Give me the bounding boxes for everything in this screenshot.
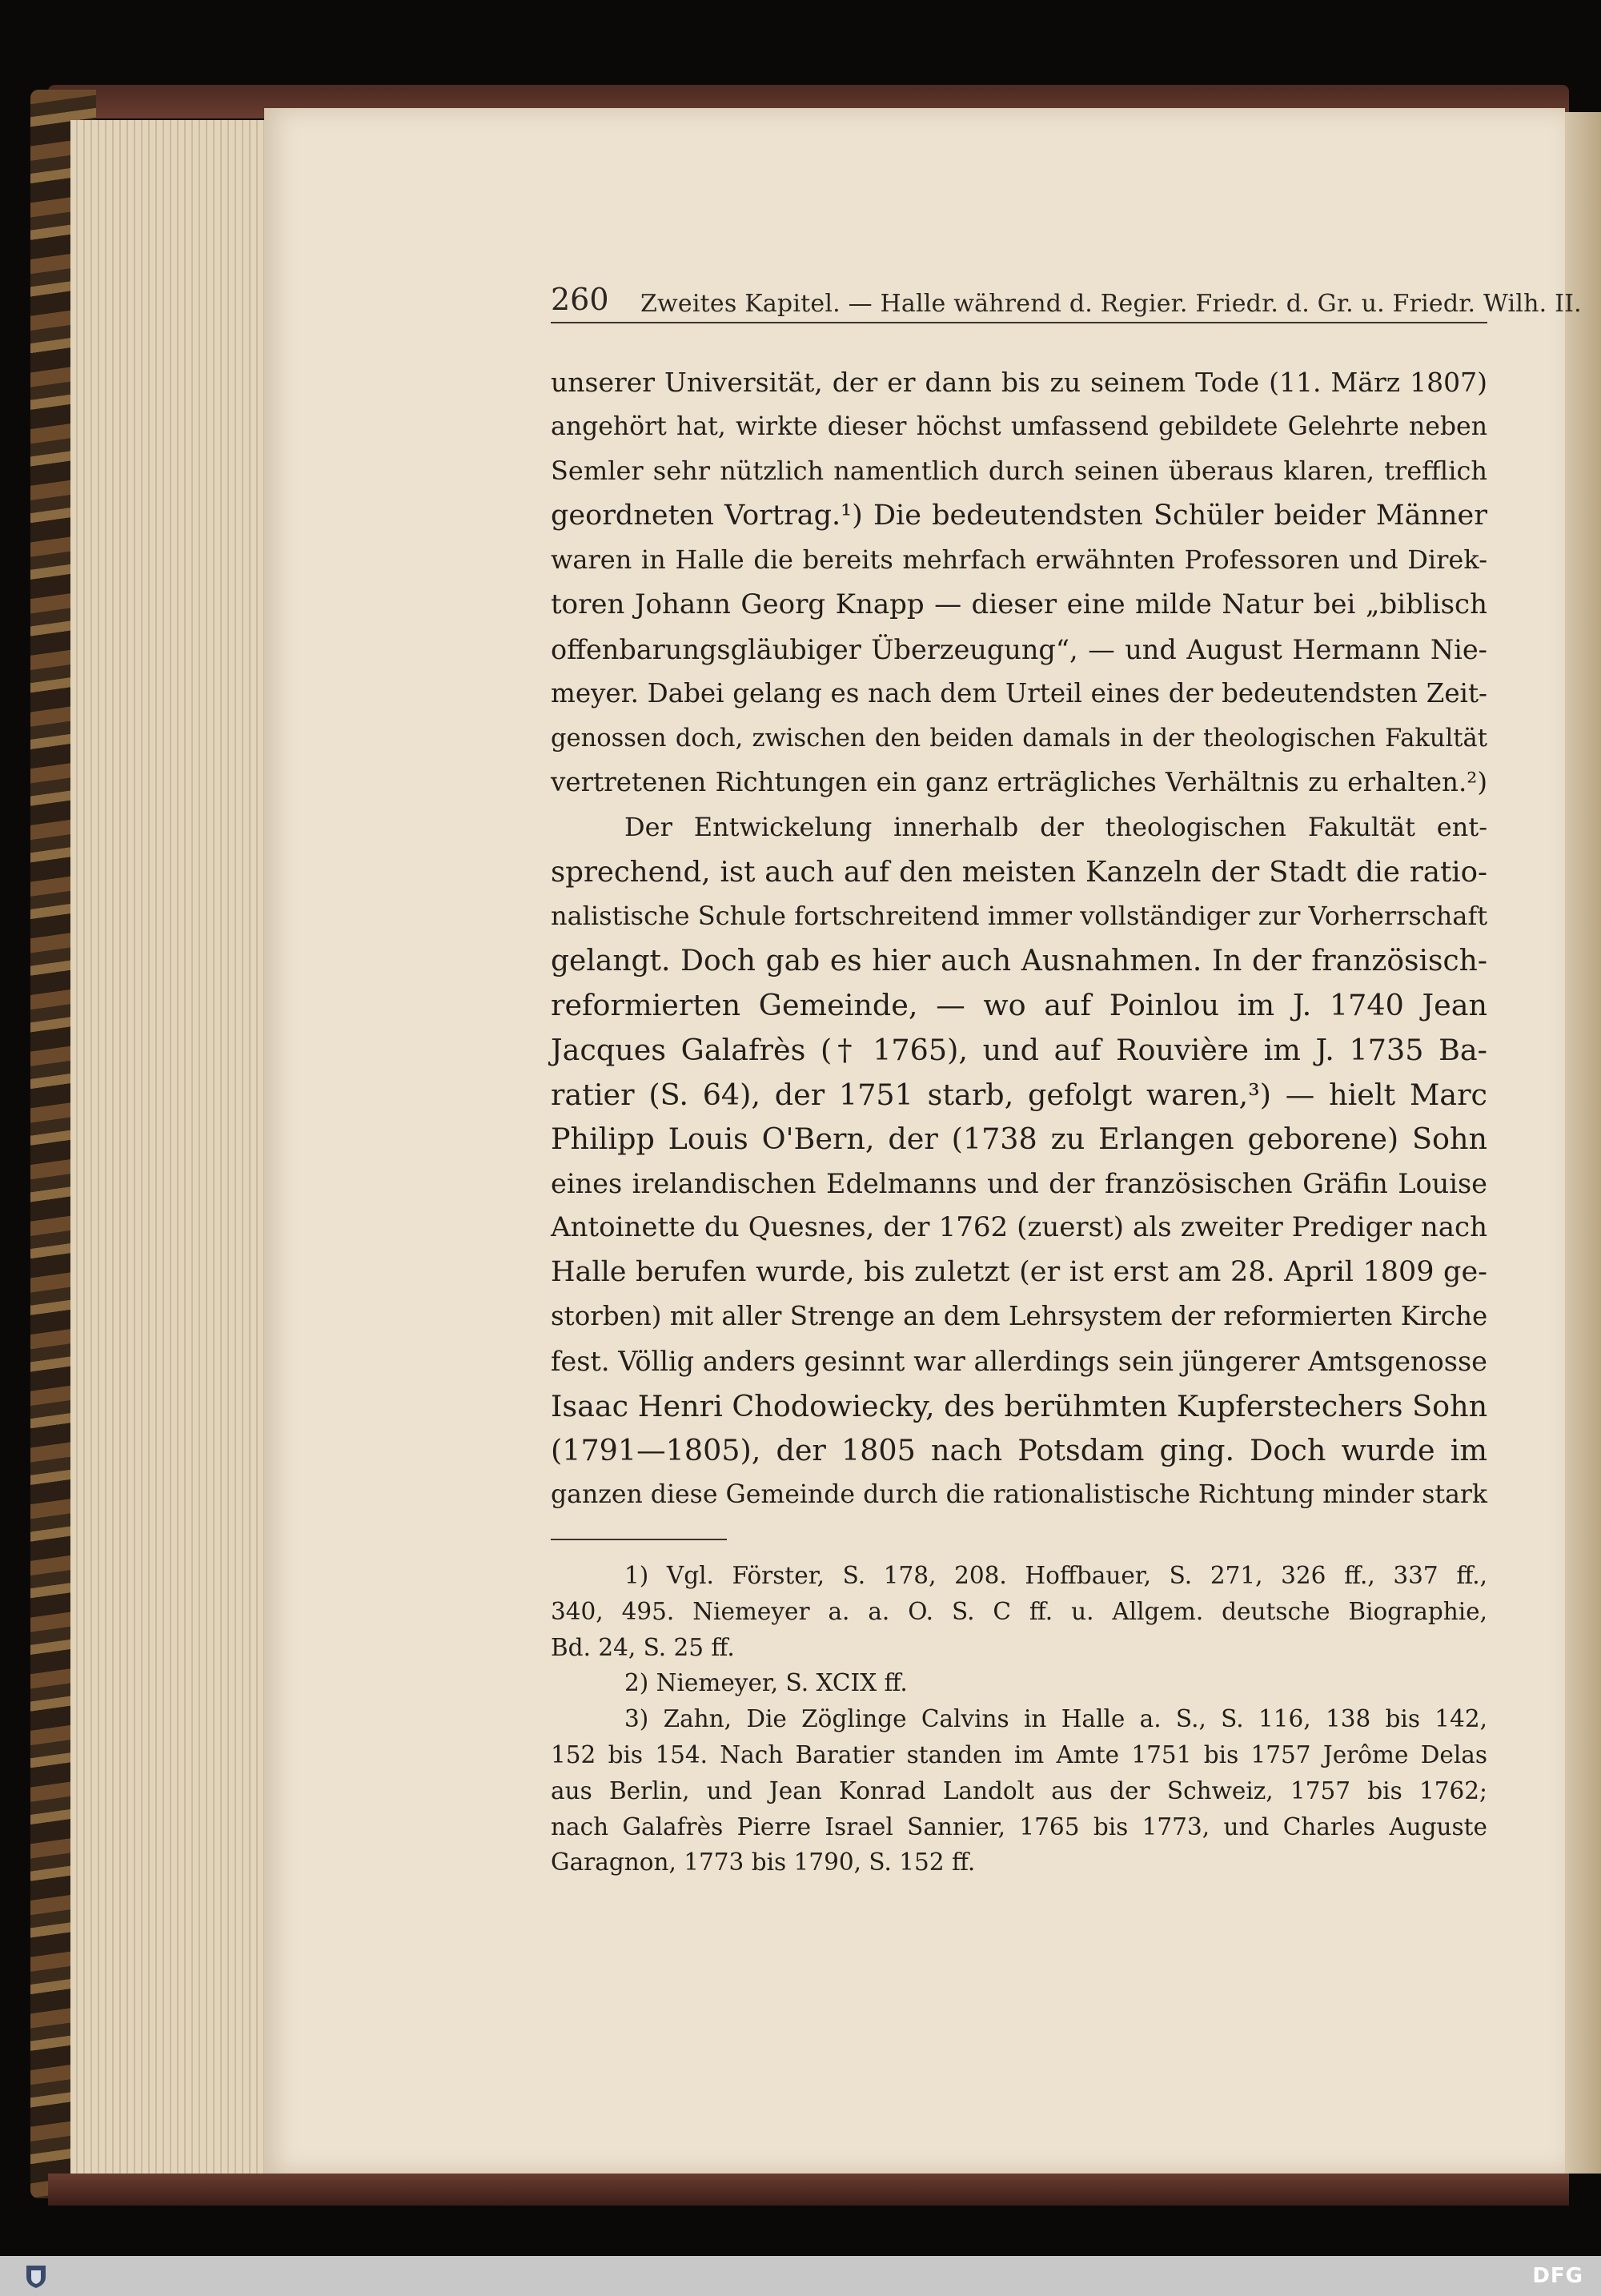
body-line: toren Johann Georg Knapp — dieser eine milde Natur bei „biblisch (551, 588, 1487, 620)
opposite-page-edge (1561, 112, 1601, 2174)
body-line: offenbarungsgläubiger Überzeugung“, — und August Hermann Nie- (551, 633, 1487, 665)
footnote-line: aus Berlin, und Jean Konrad Landolt aus der Schweiz, 1757 bis 1762; (551, 1776, 1487, 1804)
page-number: 260 (551, 282, 609, 317)
running-title: Zweites Kapitel. — Halle während d. Regier. Friedr. d. Gr. u. Friedr. Wilh. II. (640, 290, 1582, 318)
body-line: (1791—1805), der 1805 nach Potsdam ging. Doch wurde im (551, 1433, 1487, 1468)
body-line: eines irelandischen Edelmanns und der französischen Gräfin Louise (551, 1167, 1487, 1199)
body-line: unserer Universität, der er dann bis zu seinem Tode (11. März 1807) (551, 367, 1487, 398)
book-cover-bottom (48, 2174, 1569, 2206)
footnote-line: Garagnon, 1773 bis 1790, S. 152 ff. (551, 1848, 976, 1877)
body-line: angehört hat, wirkte dieser höchst umfassend gebildete Gelehrte neben (551, 411, 1487, 441)
body-line: Isaac Henri Chodowiecky, des berühmten Kupferstechers Sohn (551, 1388, 1488, 1423)
body-text (551, 360, 1487, 1517)
viewer-footer-bar (0, 2256, 1601, 2296)
body-line: Antoinette du Quesnes, der 1762 (zuerst) als zweiter Prediger nach (551, 1211, 1487, 1244)
footnote-line: 1) Vgl. Förster, S. 178, 208. Hoffbauer, S. 271, 326 ff., 337 ff., (624, 1562, 1487, 1589)
footnote-line: 2) Niemeyer, S. XCIX ff. (624, 1669, 908, 1697)
body-line: sprechend, ist auch auf den meisten Kanzeln der Stadt die ratio- (551, 855, 1487, 889)
body-line: nalistische Schule fortschreitend immer vollständiger zur Vorherrschaft (551, 901, 1488, 932)
body-line: ratier (S. 64), der 1751 starb, gefolgt waren,³) — hielt Marc (551, 1077, 1487, 1112)
body-line: Philipp Louis O'Bern, der (1738 zu Erlangen geborene) Sohn (551, 1122, 1487, 1157)
dfg-logo: DFG (1532, 2264, 1583, 2288)
body-line: genossen doch, zwischen den beiden damals in der theologischen Fakultät (551, 724, 1487, 753)
footnote-line: nach Galafrès Pierre Israel Sannier, 1765 bis 1773, und Charles Auguste (551, 1812, 1487, 1840)
footnotes (551, 1558, 1487, 1881)
body-line: gelangt. Doch gab es hier auch Ausnahmen. In der französisch- (551, 944, 1487, 977)
body-line: Semler sehr nützlich namentlich durch seinen überaus klaren, trefflich (551, 456, 1487, 487)
body-line: geordneten Vortrag.¹) Die bedeutendsten Schüler beider Männer (551, 499, 1487, 532)
body-line: Der Entwickelung innerhalb der theologischen Fakultät ent- (624, 811, 1487, 842)
body-line: waren in Halle die bereits mehrfach erwähnten Professoren und Direk- (551, 544, 1487, 576)
page-stack (70, 120, 271, 2178)
body-line: Halle berufen wurde, bis zuletzt (er ist erst am 28. April 1809 ge- (551, 1255, 1487, 1288)
footnote-line: Bd. 24, S. 25 ff. (551, 1633, 735, 1661)
footnote-line: 340, 495. Niemeyer a. a. O. S. C ff. u. Allgem. deutsche Biographie, (551, 1597, 1487, 1625)
body-line: reformierten Gemeinde, — wo auf Poinlou im J. 1740 Jean (551, 988, 1487, 1023)
library-crest-icon (22, 2262, 50, 2290)
body-line: ganzen diese Gemeinde durch die rationalistische Richtung minder stark (551, 1479, 1487, 1509)
body-line: storben) mit aller Strenge an dem Lehrsystem der reformierten Kirche (551, 1301, 1488, 1332)
body-line: meyer. Dabei gelang es nach dem Urteil eines der bedeutendsten Zeit- (551, 678, 1487, 709)
running-header (551, 279, 1582, 323)
body-line: fest. Völlig anders gesinnt war allerdings sein jüngerer Amtsgenosse (551, 1346, 1487, 1378)
footnote-line: 3) Zahn, Die Zöglinge Calvins in Halle a. S., S. 116, 138 bis 142, (624, 1705, 1487, 1733)
footnote-separator (551, 1539, 727, 1540)
body-line: Jacques Galafrès († 1765), und auf Rouvière im J. 1735 Ba- (551, 1032, 1487, 1067)
footnote-line: 152 bis 154. Nach Baratier standen im Amte 1751 bis 1757 Jerôme Delas (551, 1740, 1487, 1768)
body-line: vertretenen Richtungen ein ganz erträgliches Verhältnis zu erhalten.²) (551, 767, 1487, 798)
